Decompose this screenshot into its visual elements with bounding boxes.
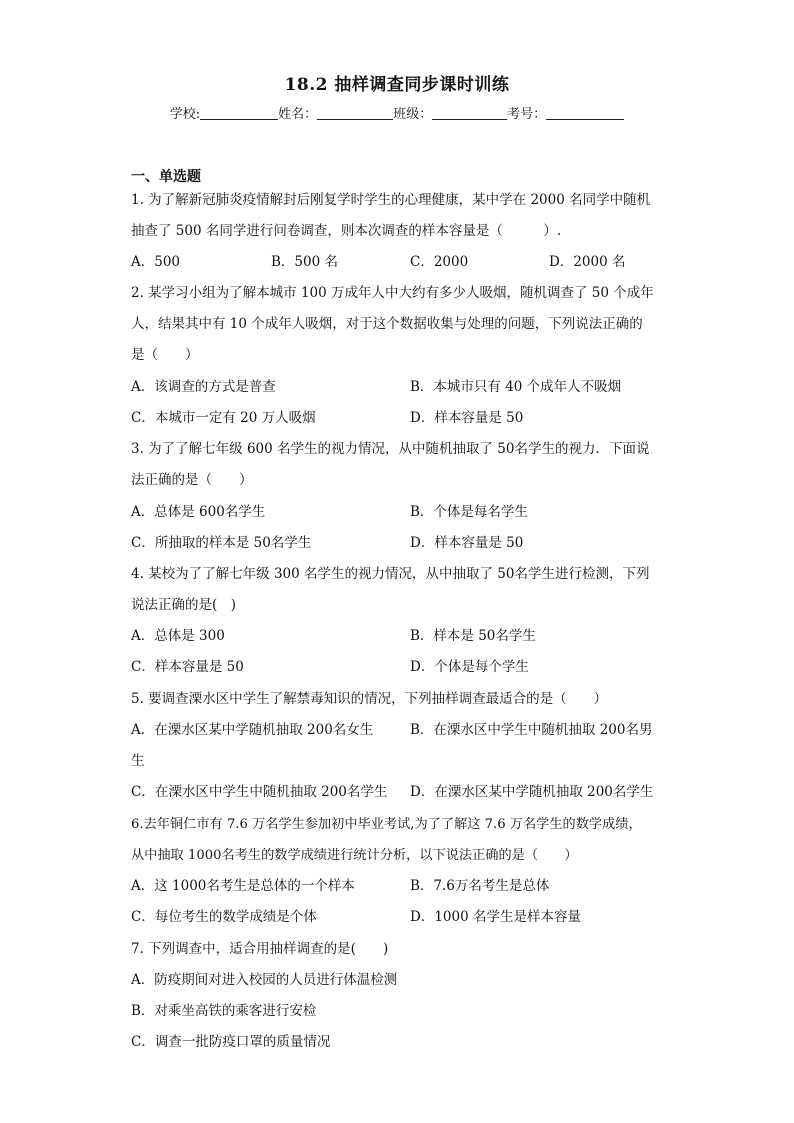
question-line: 是（ ）	[131, 347, 199, 363]
option-c: C．调查一批防疫口罩的质量情况	[131, 1034, 331, 1050]
option-c: C．在溧水区中学生中随机抽取 200名学生	[131, 784, 388, 800]
question-line: 抽查了 500 名同学进行问卷调查，则本次调查的样本容量是（ ）.	[131, 223, 562, 239]
option-a: A．总体是 300	[131, 628, 225, 644]
school-blank	[200, 105, 278, 120]
option-b: B．样本是 50名学生	[410, 628, 536, 644]
option-d: D．样本容量是 50	[410, 535, 524, 551]
question-6	[131, 809, 676, 871]
class-blank	[432, 105, 507, 120]
option-d: D．样本容量是 50	[410, 410, 524, 426]
option-a: A．这 1000名考生是总体的一个样本	[131, 878, 355, 894]
exam-no-blank	[546, 105, 624, 120]
question-line: 4. 某校为了了解七年级 300 名学生的视力情况，从中抽取了 50名学生进行检测，下列	[131, 566, 650, 582]
name-label: 姓名：	[278, 107, 318, 122]
option-c: C．每位考生的数学成绩是个体	[131, 909, 317, 925]
question-1	[131, 185, 671, 247]
option-a: A．该调查的方式是普查	[131, 379, 276, 395]
option-a: A．防疫期间对进入校园的人员进行体温检测	[131, 972, 398, 988]
option-b: B．在溧水区中学生中随机抽取 200名男	[410, 722, 653, 738]
option-d: D．2000 名	[549, 254, 626, 270]
question-3	[131, 434, 671, 496]
option-b-continued: 生	[131, 753, 145, 769]
question-line: 法正确的是（ ）	[131, 472, 253, 488]
option-b: B．个体是每名学生	[410, 504, 528, 520]
question-4	[131, 559, 671, 621]
option-b: B．本城市只有 40 个成年人不吸烟	[410, 379, 622, 395]
page-title: 18.2 抽样调查同步课时训练	[284, 75, 510, 95]
question-line: 人，结果其中有 10 个成年人吸烟，对于这个数据收集与处理的问题，下列说法正确的	[131, 316, 643, 332]
question-5	[131, 684, 671, 715]
class-label: 班级：	[393, 107, 433, 122]
question-line: 6.去年铜仁市有 7.6 万名学生参加初中毕业考试,为了了解这 7.6 万名学生的数学成绩，	[131, 817, 642, 832]
option-b: B．500 名	[271, 254, 338, 270]
option-d: D．个体是每个学生	[410, 659, 529, 675]
option-a: A．在溧水区某中学随机抽取 200名女生	[131, 722, 374, 738]
option-d: D．1000 名学生是样本容量	[410, 909, 581, 925]
question-line: 5. 要调查溧水区中学生了解禁毒知识的情况，下列抽样调查最适合的是（ ）	[131, 691, 608, 707]
student-info-line	[0, 103, 794, 122]
option-c: C．本城市一定有 20 万人吸烟	[131, 410, 316, 426]
option-c: C．样本容量是 50	[131, 659, 244, 675]
section-heading: 一、单选题	[131, 169, 201, 185]
question-line: 2. 某学习小组为了解本城市 100 万成年人中大约有多少人吸烟，随机调查了 50 个成年	[131, 285, 654, 301]
question-line: 1. 为了解新冠肺炎疫情解封后刚复学时学生的心理健康，某中学在 2000 名同学中随机	[131, 192, 651, 208]
question-line: 说法正确的是( )	[131, 597, 237, 613]
option-c: C．所抽取的样本是 50名学生	[131, 535, 312, 551]
question-2	[131, 278, 671, 371]
option-c: C．2000	[410, 254, 469, 270]
question-line: 从中抽取 1000名考生的数学成绩进行统计分析，以下说法正确的是（ ）	[131, 848, 578, 863]
question-line: 7. 下列调查中，适合用抽样调查的是( )	[131, 941, 389, 957]
option-d: D．在溧水区某中学随机抽取 200名学生	[410, 784, 654, 800]
option-a: A．500	[131, 254, 181, 270]
question-line: 3. 为了了解七年级 600 名学生的视力情况，从中随机抽取了 50名学生的视力．下面说	[131, 441, 650, 457]
school-label: 学校:	[169, 107, 201, 122]
option-b: B．对乘坐高铁的乘客进行安检	[131, 1003, 317, 1019]
option-a: A．总体是 600名学生	[131, 504, 266, 520]
name-blank	[317, 105, 393, 120]
question-7	[131, 934, 671, 965]
exam-no-label: 考号：	[507, 107, 547, 122]
option-b: B．7.6万名考生是总体	[410, 878, 550, 894]
